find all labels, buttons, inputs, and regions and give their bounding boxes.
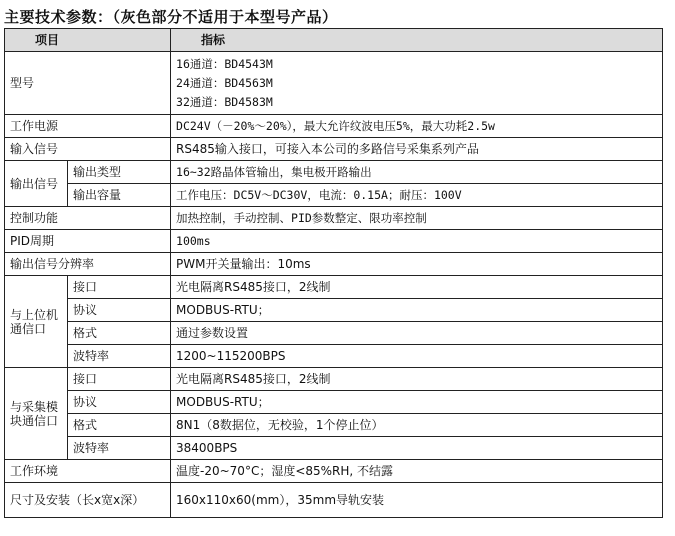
row-module-protocol xyxy=(5,391,663,414)
header-item: 项目 xyxy=(5,29,171,52)
input-label: 输入信号 xyxy=(5,138,171,161)
row-host-format xyxy=(5,322,663,345)
environment-label: 工作环境 xyxy=(5,460,171,483)
row-resolution xyxy=(5,253,663,276)
row-pid xyxy=(5,230,663,253)
module-comm-label: 与采集模块通信口 xyxy=(5,368,68,460)
module-protocol-label: 协议 xyxy=(68,391,171,414)
host-comm-label: 与上位机通信口 xyxy=(5,276,68,368)
row-input xyxy=(5,138,663,161)
output-capacity-value: 工作电压：DC5V～DC30V，电流：0.15A；耐压：100V xyxy=(171,184,663,207)
host-format-value: 通过参数设置 xyxy=(171,322,663,345)
row-power xyxy=(5,115,663,138)
resolution-value: PWM开关量输出：10ms xyxy=(171,253,663,276)
host-baud-value: 1200~115200BPS xyxy=(171,345,663,368)
pid-value: 100ms xyxy=(171,230,663,253)
model-value-16: 16通道：BD4543M xyxy=(176,56,273,71)
module-baud-label: 波特率 xyxy=(68,437,171,460)
output-type-label: 输出类型 xyxy=(68,161,171,184)
module-interface-label: 接口 xyxy=(68,368,171,391)
input-value: RS485输入接口，可接入本公司的多路信号采集系列产品 xyxy=(171,138,663,161)
model-values xyxy=(171,52,663,115)
module-format-value: 8N1（8数据位，无校验，1个停止位） xyxy=(171,414,663,437)
model-label: 型号 xyxy=(5,52,171,115)
module-protocol-value: MODBUS-RTU； xyxy=(171,391,663,414)
module-format-label: 格式 xyxy=(68,414,171,437)
row-model xyxy=(5,52,663,115)
row-output-type xyxy=(5,161,663,184)
page-title: 主要技术参数：（灰色部分不适用于本型号产品） xyxy=(4,8,338,26)
row-environment xyxy=(5,460,663,483)
host-protocol-value: MODBUS-RTU； xyxy=(171,299,663,322)
host-protocol-label: 协议 xyxy=(68,299,171,322)
host-interface-label: 接口 xyxy=(68,276,171,299)
row-module-interface xyxy=(5,368,663,391)
environment-value: 温度-20~70°C；湿度<85%RH, 不结露 xyxy=(171,460,663,483)
host-interface-value: 光电隔离RS485接口，2线制 xyxy=(171,276,663,299)
power-label: 工作电源 xyxy=(5,115,171,138)
model-value-32: 32通道：BD4583M xyxy=(176,94,273,109)
module-baud-value: 38400BPS xyxy=(171,437,663,460)
output-capacity-label: 输出容量 xyxy=(68,184,171,207)
resolution-label: 输出信号分辨率 xyxy=(5,253,171,276)
power-value: DC24V（－20%～20%），最大允许纹波电压5%，最大功耗2.5w xyxy=(171,115,663,138)
table-header-row xyxy=(5,29,663,52)
row-host-baud xyxy=(5,345,663,368)
row-module-format xyxy=(5,414,663,437)
size-label: 尺寸及安装（长x宽x深） xyxy=(5,483,171,518)
row-host-interface xyxy=(5,276,663,299)
output-type-value: 16~32路晶体管输出，集电极开路输出 xyxy=(171,161,663,184)
model-value-24: 24通道：BD4563M xyxy=(176,75,273,90)
pid-label: PID周期 xyxy=(5,230,171,253)
output-label: 输出信号 xyxy=(5,161,68,207)
control-value: 加热控制，手动控制、PID参数整定、限功率控制 xyxy=(171,207,663,230)
row-host-protocol xyxy=(5,299,663,322)
row-control xyxy=(5,207,663,230)
row-output-capacity xyxy=(5,184,663,207)
size-value: 160x110x60(mm），35mm导轨安装 xyxy=(171,483,663,518)
spec-table xyxy=(4,28,663,518)
host-format-label: 格式 xyxy=(68,322,171,345)
module-interface-value: 光电隔离RS485接口，2线制 xyxy=(171,368,663,391)
header-spec: 指标 xyxy=(171,29,663,52)
host-baud-label: 波特率 xyxy=(68,345,171,368)
control-label: 控制功能 xyxy=(5,207,171,230)
row-size xyxy=(5,483,663,518)
row-module-baud xyxy=(5,437,663,460)
